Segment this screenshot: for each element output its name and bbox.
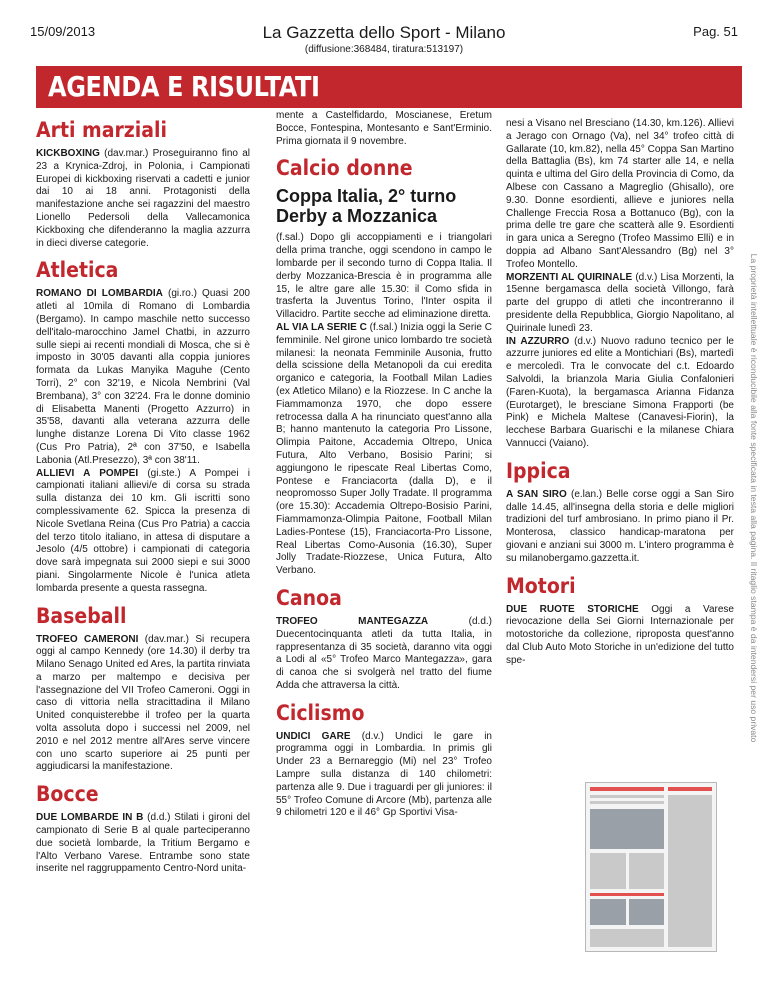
header-date: 15/09/2013 bbox=[30, 24, 96, 39]
paragraph-text: nesi a Visano nel Bresciano (14.30, km.126). Allievi a Jerago con Ornago (Va), nel 34° trofeo città di Gallarate (10, km.82), nella 45° Coppa San Martino della Battaglia (Bs), km 74 starter alle 14, e nella quinta e ultima del Giro della Provincia di Como, da Albese con Cassano a Magreglio (Ghisallo), ore 9.30. Donne esordienti, allieve e juniores nella Challenge Freccia Rosa a Bottanuco (Bg), con la prima delle tre gare che scatterà alle 9. Esordienti in gara unica a Seregno (Trofeo Massimo Elli) e in doppia ad Albano Sant'Alessandro (Bg) nel 3° Trofeo Montello. bbox=[506, 118, 734, 270]
paragraph-text: (d.v.) Undici le gare in programma oggi in Lombardia. In primis gli Under 23 a Bernareggio (Mi) nel 23° Trofeo Lampre sulla distanza di 140 chilometri: partenza alle 9. Due i traguardi per gli juniores: il 55° Trofeo Comune di Arcore (Mb), partenza alle 9 chilometri 120 e il 46° Gp Sportivi Visa- bbox=[276, 730, 492, 819]
column-3 bbox=[506, 118, 734, 667]
paragraph-lead: DUE RUOTE STORICHE bbox=[506, 603, 639, 615]
section-heading: Canoa bbox=[276, 585, 342, 610]
paragraph-lead: KICKBOXING bbox=[36, 148, 100, 159]
banner-title: AGENDA E RISULTATI bbox=[48, 70, 320, 103]
publication-title: La Gazzetta dello Sport - Milano bbox=[262, 23, 506, 42]
paragraph-text: (d.d.) Duecentocinquanta atleti da tutta Italia, in rappresentanza di 35 società, daranno vita oggi a Lodi al «5° Trofeo Marco Mantegazza», gara di canoa che si svolgerà nel tratto del fiume Adda che attraversa la città. bbox=[276, 615, 492, 691]
paragraph-text: (gi.ste.) A Pompei i campionati italiani allievi/e di corsa su strada sulla distanza dei 10 km. Gli iscritti sono complessivamente 62. Spicca la presenza di Nicole Svetlana Reina (Cus Pro Patria) a caccia del terzo titolo italiano, in attesa di disputare a Jesolo (4/5 ottobre) i campionati di categoria dove sarà impegnata sui 2000 siepi e sui 3000 piani. Singolarmente Nicole è l'unica atleta lombarda presente a questa rassegna. bbox=[36, 467, 250, 594]
article-paragraph bbox=[276, 322, 492, 578]
section-heading: Arti marziali bbox=[36, 118, 168, 142]
paragraph-lead: TROFEO MANTEGAZZA bbox=[276, 615, 429, 627]
paragraph-lead: IN AZZURRO bbox=[506, 335, 570, 347]
paragraph-text: (dav.mar.) Si recupera oggi al campo Kennedy (ore 14.30) il derby tra Milano Senago United ed Ares, la partita rinviata a marzo per maltempo e decisiva per l'assegnazione del VII Trofeo Cameroni. Oggi in caso di vittoria nella stracittadina il Milano United conquisterebbe il trofeo per la quarta volta assoluta dopo i successi nel 2009, nel 2010 e nel 2012 mentre all'Ares serve vincere con uno scarto superiore ai 25 punti per aggiudicarsi la manifestazione. bbox=[36, 633, 251, 773]
article-paragraph bbox=[36, 148, 250, 250]
paragraph-text: (f.sal.) Dopo gli accoppiamenti e i triangolari della prima tranche, oggi scendono in campo le lombarde per il secondo turno di Coppa Italia. Il derby Mozzanica-Brescia è in programma alle 15, le altre gare alle 15.30: il Como sfida in trasferta la Juventus Torino, l'Inter ospita il Villacidro. Partite secche ad eliminazione diretta. bbox=[276, 232, 492, 321]
page-thumbnail bbox=[585, 782, 717, 952]
paragraph-lead: A SAN SIRO bbox=[506, 488, 567, 500]
article-headline: Coppa Italia, 2° turno Derby a Mozzanica bbox=[276, 186, 457, 227]
paragraph-lead: UNDICI GARE bbox=[276, 730, 351, 742]
section-heading: Calcio donne bbox=[276, 156, 413, 181]
section-heading: Baseball bbox=[36, 603, 127, 628]
paragraph-text: (d.d.) Stilati i gironi del campionato di Serie B al quale parteciperanno due società lombarde, la Tritium Bergamo e l'Alto Verbano Varese. Entrambe sono state inserite nel raggruppamento Centro-Nord unita- bbox=[36, 812, 250, 875]
section-heading: Motori bbox=[506, 573, 576, 598]
paragraph-text: (dav.mar.) Proseguiranno fino al 23 a Krynica-Zdroj, in Polonia, i Campionati Europei di kickboxing riservati a cadetti e junior dai 10 ai 18 anni. Protagonisti della manifestazione anche sei ragazzini del maestro Lionello Pedersoli della Vallecamonica Kickboxing che difenderanno la maglia azzurra in dieci diverse categorie. bbox=[36, 148, 250, 249]
paragraph-text: (gi.ro.) Quasi 200 atleti al 10mila di Romano di Lombardia (Bergamo). In campo maschile netto successo dell'italo-marocchino Jamel Chatbi, in azzurro sulle siepi ai recenti mondiali di Mosca, che si è imposto in 30'05 davanti alla coppia juniores formata da Lukas Manyika Maguhe (Cento Torri), 2° con 32'19, e Nicola Nembrini (Val Brembana), 3° con 32'24. Fra le donne dominio di Elisabetta Manenti (Progetto Azzurro) in 35'58, davanti alla veterana azzurra delle lunghe distanze Lorena Di Vito classe 1962 (Cus Pro Patria), 2ª con 37'50, e Isabella Labonia (Atl.Presezzo), 3ª con 38'11. bbox=[36, 288, 250, 466]
paragraph-text: mente a Castelfidardo, Moscianese, Eretum Bocce, Fontespina, Montesanto e Sant'Erminio. Prima giornata il 9 novembre. bbox=[276, 110, 492, 147]
article-paragraph bbox=[36, 812, 250, 876]
copyright-side-note: La proprietà intellettuale è riconducibile alla fonte specificata in testa alla pagina. Il ritaglio stampa è da intendersi per uso privato bbox=[749, 253, 759, 743]
paragraph-text: (e.lan.) Belle corse oggi a San Siro dalle 14.45, all'insegna della storia e delle migliori tradizioni del turf ambrosiano. In primo piano il Pr. Monterosa, classico handicap-maratona per giovani e anziani sui 3000 m. L'intero programma è su milanobergamo.gazzetta.it. bbox=[506, 488, 734, 564]
article-paragraph bbox=[276, 616, 492, 693]
article-paragraph bbox=[506, 272, 734, 336]
paragraph-lead: DUE LOMBARDE IN B bbox=[36, 812, 144, 824]
article-paragraph bbox=[276, 110, 492, 148]
paragraph-lead: MORZENTI AL QUIRINALE bbox=[506, 271, 633, 283]
paragraph-text: (d.v.) Lisa Morzenti, la 15enne bergamasca della società Villongo, farà parte del gruppo di atleti che incontreranno il presidente della Repubblica, Giorgio Napolitano, al Quirinale lunedì 23. bbox=[506, 271, 734, 334]
article-paragraph bbox=[506, 336, 734, 451]
article-paragraph bbox=[276, 731, 492, 821]
paragraph-lead: AL VIA LA SERIE C bbox=[276, 321, 367, 333]
section-heading: Ciclismo bbox=[276, 700, 365, 725]
article-paragraph bbox=[36, 634, 250, 775]
article-paragraph bbox=[506, 489, 734, 566]
paragraph-lead: TROFEO CAMERONI bbox=[36, 633, 139, 645]
section-heading: Atletica bbox=[36, 258, 119, 283]
article-paragraph bbox=[276, 232, 492, 322]
paragraph-text: (d.v.) Nuovo raduno tecnico per le azzurre juniores ed elite a Montichiari (Bs), martedì e mercoledì. Tra le convocate del c.t. Edoardo Salvoldi, la brianzola Maria Giulia Confalonieri (Faren-Kuota), la bergamasca Arianna Fidanza (Eurotarget), le bresciane Simona Frapporti (be Pink) e Michela Maltese (Canavesi-Fiorin), la lecchese Barbara Guarischi e la milanese Chiara Vannucci (Vaiano). bbox=[506, 335, 734, 449]
article-paragraph bbox=[36, 468, 250, 596]
paragraph-text: (f.sal.) Inizia oggi la Serie C femminile. Nel girone unico lombardo tre società milanesi: la neonata Femminile Ausonia, frutto della scissione della Metanopoli da cui eredita organico e categoria, la Football Milan Ladies (ex Atletico Milano) e la Riozzese. In C anche la Fiammamonza 1970, che dopo essere retrocessa dalla A ha rinunciato quest'anno alla B; hanno mantenuto la categoria Pro Lissone, Olimpia Paitone, Accademia Oltrepo, Unica Futura, Alto Verbano, Bosisio Parini; si aggiungono le ripescate Real Libertas Como, Pontese e Franciacorta (dalla D), e il neopromosso Super Jolly Tradate. Il programma (ore 15.30): Accademia Oltrepo-Bosisio Parini, Fiammamonza-Olimpia Paitone, Football Milan Ladies-Pontese (15), Franciacorta-Pro Lissone, Real Libertas Como-Ausonia (16.30), Super Jolly Tradate-Riozzese, Unica Futura, Alto Verbano. bbox=[276, 321, 492, 577]
article-paragraph bbox=[36, 288, 250, 467]
paragraph-text: Oggi a Varese rievocazione della Sei Giorni Internazionale per motostoriche da collezione, riproposta quest'anno dal Club Auto Moto Storiche in un'edizione del tutto spe- bbox=[506, 603, 734, 666]
article-paragraph bbox=[506, 118, 734, 272]
section-heading: Bocce bbox=[36, 782, 99, 807]
article-paragraph bbox=[506, 604, 734, 668]
page-number: Pag. 51 bbox=[693, 24, 738, 39]
paragraph-lead: ALLIEVI A POMPEI bbox=[36, 467, 139, 479]
section-heading: Ippica bbox=[506, 458, 571, 483]
column-2 bbox=[276, 110, 492, 820]
paragraph-lead: ROMANO DI LOMBARDIA bbox=[36, 288, 163, 300]
column-1 bbox=[36, 118, 250, 876]
circulation-note: (diffusione:368484, tiratura:513197) bbox=[304, 44, 464, 55]
